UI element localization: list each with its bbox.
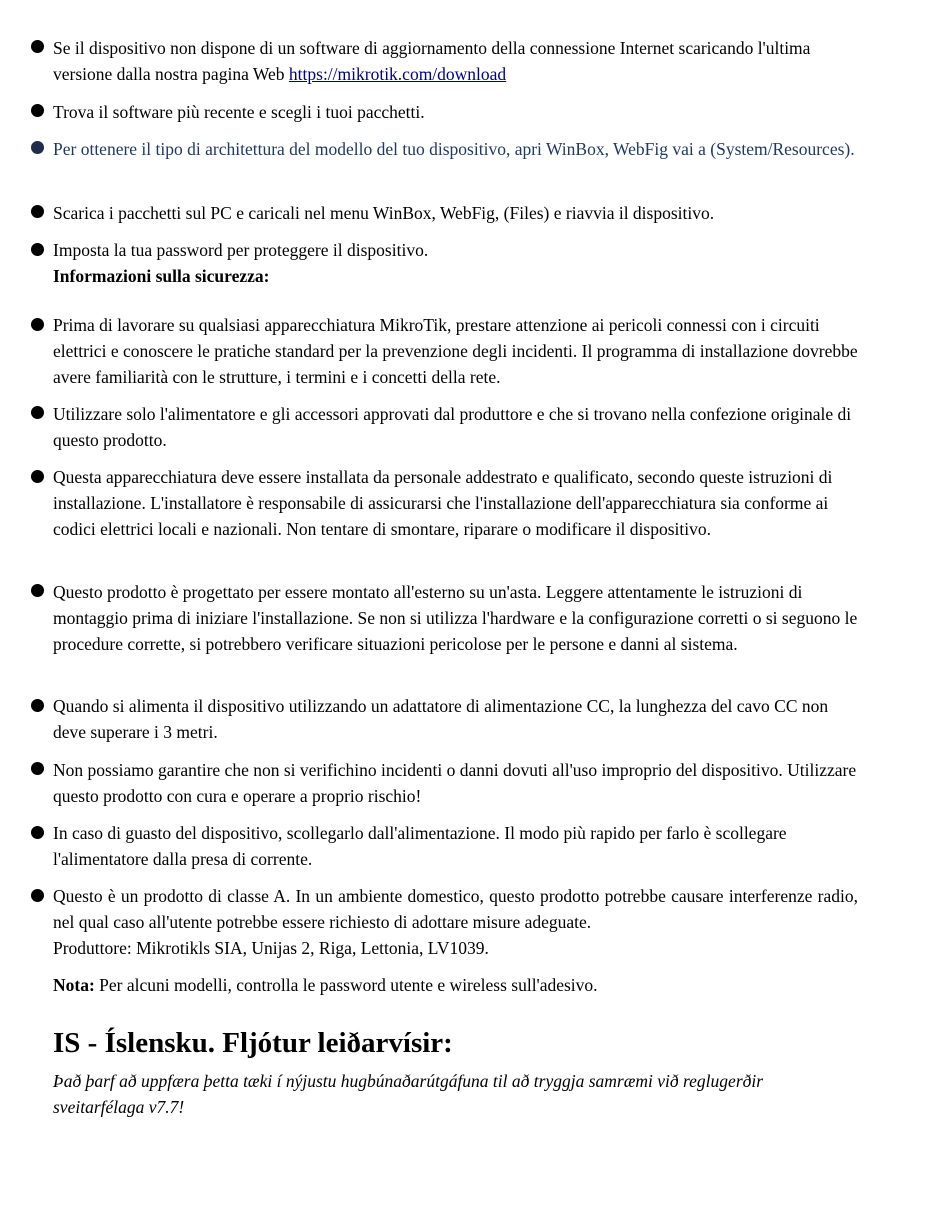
safety-item-8 bbox=[53, 883, 858, 961]
bullet-icon bbox=[31, 205, 44, 218]
update-step-2: Trova il software più recente e scegli i tuoi pacchetti. bbox=[53, 102, 425, 122]
section-heading: IS - Íslensku. Fljótur leiðarvísir: bbox=[53, 1027, 453, 1059]
update-step-5 bbox=[53, 237, 858, 289]
bullet-icon bbox=[31, 470, 44, 483]
safety-item-text: Questo è un prodotto di classe A. In un ambiente domestico, questo prodotto potrebbe causare interferenze radio, nel qual caso all'utente potrebbe essere richiesto di adottare misure adeguate. bbox=[53, 886, 858, 932]
safety-item-1: Prima di lavorare su qualsiasi apparecchiatura MikroTik, prestare attenzione ai pericoli connessi con i circuiti elettrici e conoscere le pratiche standard per la prevenzione degli incidenti. Il programma di installazione dovrebbe avere familiarità con le strutture, i termini e i concetti della rete. bbox=[53, 315, 858, 387]
manufacturer-line: Produttore: Mikrotikls SIA, Unijas 2, Riga, Lettonia, LV1039. bbox=[53, 938, 489, 958]
bullet-icon bbox=[31, 762, 44, 775]
bullet-icon bbox=[31, 318, 44, 331]
note-label: Nota: bbox=[53, 975, 95, 995]
bullet-icon bbox=[31, 584, 44, 597]
bullet-icon bbox=[31, 141, 44, 154]
update-step-text: Imposta la tua password per proteggere il dispositivo. bbox=[53, 240, 429, 260]
update-step-1 bbox=[53, 35, 858, 87]
safety-item-7: In caso di guasto del dispositivo, scollegarlo dall'alimentazione. Il modo più rapido per farlo è scollegare l'alimentatore dalla presa di corrente. bbox=[53, 823, 787, 869]
update-step-4: Scarica i pacchetti sul PC e caricali nel menu WinBox, WebFig, (Files) e riavvia il dispositivo. bbox=[53, 203, 715, 223]
bullet-icon bbox=[31, 699, 44, 712]
note-line bbox=[53, 972, 858, 998]
download-link[interactable]: https://mikrotik.com/download bbox=[288, 64, 507, 84]
safety-item-2: Utilizzare solo l'alimentatore e gli accessori approvati dal produttore e che si trovano nella confezione originale di questo prodotto. bbox=[53, 404, 852, 450]
update-step-3: Per ottenere il tipo di architettura del modello del tuo dispositivo, apri WinBox, WebFig vai a (System/Resources). bbox=[53, 139, 855, 159]
section-note: Það þarf að uppfæra þetta tæki í nýjustu hugbúnaðarútgáfuna til að tryggja samræmi við reglugerðir sveitarfélaga v7.7! bbox=[53, 1071, 764, 1117]
bullet-icon bbox=[31, 243, 44, 256]
bullet-icon bbox=[31, 406, 44, 419]
bullet-icon bbox=[31, 40, 44, 53]
update-step-text: Se il dispositivo non dispone di un software di aggiornamento della connessione Internet scaricando l'ultima versione dalla nostra pagina Web bbox=[53, 38, 811, 84]
safety-item-3: Questa apparecchiatura deve essere installata da personale addestrato e qualificato, secondo queste istruzioni di installazione. L'installatore è responsabile di assicurarsi che l'installazione dell'apparecchiatura sia conforme ai codici elettrici locali e nazionali. Non tentare di smontare, riparare o modificare il dispositivo. bbox=[53, 467, 833, 539]
safety-heading: Informazioni sulla sicurezza: bbox=[53, 266, 270, 286]
bullet-icon bbox=[31, 889, 44, 902]
bullet-icon bbox=[31, 826, 44, 839]
safety-item-6: Non possiamo garantire che non si verifichino incidenti o danni dovuti all'uso improprio del dispositivo. Utilizzare questo prodotto con cura e operare a proprio rischio! bbox=[53, 760, 857, 806]
bullet-icon bbox=[31, 104, 44, 117]
safety-item-4: Questo prodotto è progettato per essere montato all'esterno su un'asta. Leggere attentamente le istruzioni di montaggio prima di iniziare l'installazione. Se non si utilizza l'hardware e la configurazione corretti o si seguono le procedure corrette, si potrebbero verificare situazioni pericolose per le persone e danni al sistema. bbox=[53, 582, 858, 654]
safety-item-5: Quando si alimenta il dispositivo utilizzando un adattatore di alimentazione CC, la lunghezza del cavo CC non deve superare i 3 metri. bbox=[53, 696, 829, 742]
note-text: Per alcuni modelli, controlla le password utente e wireless sull'adesivo. bbox=[94, 975, 598, 995]
